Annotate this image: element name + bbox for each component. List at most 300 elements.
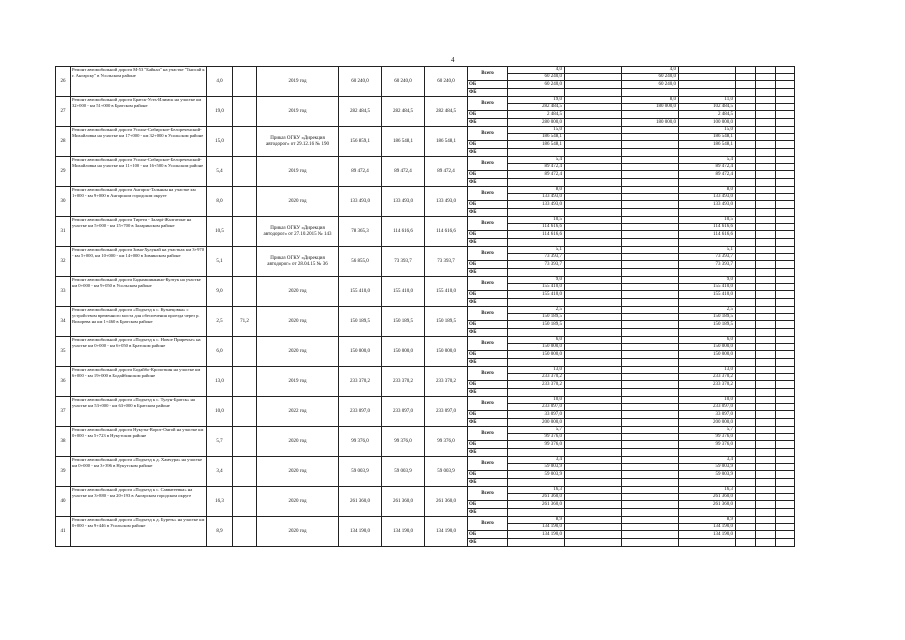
total-by-year [565,404,622,411]
row-number: 27 [56,97,71,127]
length-by-year: 10,5 [508,217,565,224]
length-by-year: 16,3 [679,487,736,494]
regional-budget: 186 548,1 [508,141,565,149]
federal-budget [565,449,622,457]
row-number: 37 [56,397,71,427]
extra-cell [776,404,795,411]
fund-label-total: Всего [468,157,508,171]
extra-cell [776,149,795,157]
estimated-cost: 60 240,0 [339,67,382,97]
length-by-year [622,397,679,404]
row-number: 32 [56,247,71,277]
extra-cell [776,487,795,494]
extra-cell [776,517,795,524]
length-by-year [565,367,622,374]
regional-budget: 60 240,0 [622,81,679,89]
extra-cell [776,104,795,111]
total-by-year [565,224,622,231]
fund-label-total: Всего [468,397,508,411]
extra-cell [736,314,756,321]
table-row [56,487,795,494]
total-by-year: 233 097,0 [508,404,565,411]
road-name: Ремонт автомобильной дороги «Подъезд к д. Буреть» на участке км 0+000 - км 9+446 в Усольском районе [71,517,207,547]
extra-cell [756,291,776,299]
regional-budget [565,531,622,539]
regional-budget [565,141,622,149]
total-by-year [565,524,622,531]
regional-budget: 114 616,6 [679,231,736,239]
federal-budget [679,149,736,157]
bridge-length [233,127,257,157]
extra-cell [756,284,776,291]
row-number: 40 [56,487,71,517]
row-number: 36 [56,367,71,397]
total-by-year: 186 548,1 [679,134,736,141]
total-by-year [622,164,679,171]
extra-cell [736,149,756,157]
extra-cell [776,441,795,449]
row-number: 31 [56,217,71,247]
extra-cell [776,397,795,404]
federal-budget [565,239,622,247]
extra-cell [776,329,795,337]
extra-cell [736,381,756,389]
total-cost: 99 376,0 [382,427,425,457]
extra-cell [776,479,795,487]
extra-cell [756,111,776,119]
extra-cell [756,239,776,247]
road-name: Ремонт автомобильной дороги Бадымшинкино-Култук на участке км 0+000 - км 9+050 в Усольском районе [71,277,207,307]
estimated-cost: 78 365,3 [339,217,382,247]
extra-cell [776,247,795,254]
regional-budget: 150 000,0 [508,351,565,359]
regional-budget: 155 410,0 [508,291,565,299]
length-by-year [622,127,679,134]
extra-cell [776,337,795,344]
length-by-year [622,487,679,494]
extra-cell [736,479,756,487]
row-number: 34 [56,307,71,337]
extra-cell [756,471,776,479]
basis: 2019 год [257,97,339,127]
regional-budget [565,441,622,449]
extra-cell [756,381,776,389]
extra-cell [736,74,756,81]
extra-cell [736,441,756,449]
federal-budget [622,179,679,187]
total-by-year [565,194,622,201]
length-by-year [565,517,622,524]
total-by-year: 150 189,5 [508,314,565,321]
total-by-year: 134 190,0 [679,524,736,531]
extra-cell [776,471,795,479]
extra-cell [776,374,795,381]
total-by-year: 155 410,0 [508,284,565,291]
extra-cell [736,164,756,171]
extra-cell [756,411,776,419]
total-by-year: 155 410,0 [679,284,736,291]
length-by-year [622,307,679,314]
federal-budget [679,179,736,187]
extra-cell [736,389,756,397]
fund-label-total: Всего [468,127,508,141]
extra-cell [776,74,795,81]
total-by-year: 282 484,5 [508,104,565,111]
federal-budget [622,389,679,397]
total-by-year [622,254,679,261]
regional-budget [622,381,679,389]
length-by-year: 6,0 [508,337,565,344]
bridge-length [233,277,257,307]
length-km: 15,0 [207,127,233,157]
remaining-cost: 233 097,0 [425,397,468,427]
length-by-year: 5,7 [508,427,565,434]
regional-budget: 59 003,9 [508,471,565,479]
fund-label-total: Всего [468,487,508,501]
fund-label-total: Всего [468,247,508,261]
bridge-length [233,487,257,517]
length-by-year [565,217,622,224]
regional-budget: 2 484,5 [679,111,736,119]
extra-cell [736,134,756,141]
total-cost: 150 000,0 [382,337,425,367]
fund-label-federal: ФБ [468,389,508,397]
extra-cell [756,171,776,179]
extra-cell [776,179,795,187]
length-by-year [565,127,622,134]
total-by-year [622,314,679,321]
federal-budget [508,269,565,277]
length-by-year: 13,0 [679,367,736,374]
extra-cell [756,187,776,194]
basis: 2020 год [257,187,339,217]
total-by-year: 89 472,4 [508,164,565,171]
federal-budget [508,239,565,247]
federal-budget [679,89,736,97]
fund-label-regional: ОБ [468,411,508,419]
estimated-cost: 155 410,0 [339,277,382,307]
fund-label-regional: ОБ [468,381,508,389]
federal-budget [508,449,565,457]
regional-budget [622,261,679,269]
regional-budget: 186 548,1 [679,141,736,149]
extra-cell [776,97,795,104]
extra-cell [736,119,756,127]
extra-cell [776,239,795,247]
fund-label-regional: ОБ [468,351,508,359]
extra-cell [736,344,756,351]
table-row [56,157,795,164]
total-by-year: 186 548,1 [508,134,565,141]
federal-budget [508,89,565,97]
length-by-year [622,247,679,254]
extra-cell [736,254,756,261]
fund-label-regional: ОБ [468,531,508,539]
remaining-cost: 114 616,6 [425,217,468,247]
length-km: 3,4 [207,457,233,487]
total-by-year [622,494,679,501]
extra-cell [776,321,795,329]
length-by-year [565,157,622,164]
length-by-year [565,397,622,404]
basis: 2020 год [257,307,339,337]
total-by-year [622,464,679,471]
extra-cell [756,517,776,524]
length-by-year: 8,9 [508,517,565,524]
fund-label-federal: ФБ [468,209,508,217]
extra-cell [776,119,795,127]
regional-budget [622,201,679,209]
federal-budget [508,149,565,157]
regional-budget [565,201,622,209]
length-km: 5,7 [207,427,233,457]
extra-cell [776,539,795,547]
total-by-year [565,74,622,81]
regional-budget [622,321,679,329]
table-row [56,67,795,74]
regional-budget [565,171,622,179]
regional-budget: 150 189,5 [679,321,736,329]
extra-cell [756,419,776,427]
extra-cell [736,509,756,517]
length-by-year: 9,0 [508,277,565,284]
extra-cell [756,67,776,74]
federal-budget [565,389,622,397]
extra-cell [776,531,795,539]
length-by-year: 4,0 [622,67,679,74]
regional-budget: 33 097,0 [508,411,565,419]
federal-budget [565,419,622,427]
extra-cell [756,314,776,321]
length-by-year [622,457,679,464]
total-cost: 186 548,1 [382,127,425,157]
federal-budget [622,149,679,157]
extra-cell [776,67,795,74]
extra-cell [776,217,795,224]
extra-cell [756,261,776,269]
extra-cell [776,134,795,141]
total-cost: 73 393,7 [382,247,425,277]
extra-cell [756,119,776,127]
extra-cell [776,367,795,374]
federal-budget [679,359,736,367]
basis: 2019 год [257,367,339,397]
bridge-length [233,157,257,187]
extra-cell [776,381,795,389]
total-by-year: 133 493,0 [679,194,736,201]
federal-budget [565,179,622,187]
total-by-year: 60 240,0 [508,74,565,81]
total-by-year: 150 189,5 [679,314,736,321]
extra-cell [736,209,756,217]
bridge-length: 71,2 [233,307,257,337]
fund-label-federal: ФБ [468,299,508,307]
estimated-cost: 56 855,0 [339,247,382,277]
federal-budget [622,539,679,547]
fund-label-regional: ОБ [468,291,508,299]
extra-cell [756,351,776,359]
fund-label-total: Всего [468,457,508,471]
regional-budget: 134 190,0 [679,531,736,539]
extra-cell [776,524,795,531]
regional-budget [622,291,679,299]
federal-budget [565,299,622,307]
extra-cell [756,359,776,367]
length-by-year: 10,0 [508,397,565,404]
federal-budget [565,359,622,367]
basis: Приказ ОГКУ «Дирекция автодорог» от 27.10.2015 № 143 [257,217,339,247]
length-km: 5,1 [207,247,233,277]
regional-budget: 150 189,5 [508,321,565,329]
extra-cell [736,427,756,434]
length-by-year [622,217,679,224]
federal-budget [679,479,736,487]
extra-cell [756,134,776,141]
regional-budget [565,471,622,479]
federal-budget: 200 000,0 [508,419,565,427]
row-number: 26 [56,67,71,97]
extra-cell [736,517,756,524]
federal-budget [622,239,679,247]
remaining-cost: 150 000,0 [425,337,468,367]
length-by-year: 9,0 [679,277,736,284]
extra-cell [776,427,795,434]
length-by-year: 5,1 [508,247,565,254]
regional-budget [622,531,679,539]
federal-budget [508,329,565,337]
remaining-cost: 233 370,2 [425,367,468,397]
total-by-year: 261 360,0 [679,494,736,501]
length-by-year [565,457,622,464]
extra-cell [756,509,776,517]
fund-label-regional: ОБ [468,201,508,209]
remaining-cost: 150 189,5 [425,307,468,337]
length-by-year [622,367,679,374]
estimated-cost: 233 370,2 [339,367,382,397]
length-by-year [622,337,679,344]
regional-budget: 233 370,2 [679,381,736,389]
extra-cell [736,231,756,239]
regional-budget: 134 190,0 [508,531,565,539]
extra-cell [736,329,756,337]
regional-budget: 59 003,9 [679,471,736,479]
extra-cell [736,111,756,119]
remaining-cost: 155 410,0 [425,277,468,307]
row-number: 33 [56,277,71,307]
extra-cell [736,539,756,547]
length-by-year [679,67,736,74]
total-cost: 114 616,6 [382,217,425,247]
fund-label-regional: ОБ [468,171,508,179]
bridge-length [233,67,257,97]
extra-cell [756,397,776,404]
total-by-year: 73 393,7 [679,254,736,261]
extra-cell [756,224,776,231]
total-by-year [565,464,622,471]
remaining-cost: 59 003,9 [425,457,468,487]
fund-label-regional: ОБ [468,261,508,269]
extra-cell [776,314,795,321]
length-by-year [565,277,622,284]
extra-cell [736,404,756,411]
fund-label-federal: ФБ [468,329,508,337]
total-cost: 60 240,0 [382,67,425,97]
fund-label-total: Всего [468,367,508,381]
estimated-cost: 89 472,4 [339,157,382,187]
total-cost: 133 493,0 [382,187,425,217]
table-row [56,427,795,434]
extra-cell [736,419,756,427]
road-name: Ремонт автомобильной дороги Усолье-Сибирское-Белореченский-Михайловка на участке км 11+100 - км 16+500 в Усольском районе [71,157,207,187]
extra-cell [756,74,776,81]
total-cost: 59 003,9 [382,457,425,487]
regional-budget: 155 410,0 [679,291,736,299]
extra-cell [756,81,776,89]
federal-budget: 280 000,0 [508,119,565,127]
table-row [56,307,795,314]
extra-cell [776,359,795,367]
road-name: Ремонт автомобильной дороги Тирети - Заларі-Жалгатоне на участке км 5+000 - км 15+700 в Заларинском районе [71,217,207,247]
extra-cell [736,457,756,464]
extra-cell [736,374,756,381]
fund-label-federal: ФБ [468,359,508,367]
regional-budget: 233 370,2 [508,381,565,389]
fund-label-regional: ОБ [468,111,508,119]
length-by-year [565,307,622,314]
road-name: Ремонт автомобильной дороги «Подъезд к с. Кузнецовка» с устройством временного моста для обеспечения проезда через р. Вихорева на км 1+460 в Братском районе [71,307,207,337]
extra-cell [736,127,756,134]
total-by-year: 114 616,6 [508,224,565,231]
extra-cell [756,254,776,261]
total-cost: 155 410,0 [382,277,425,307]
bridge-length [233,97,257,127]
estimated-cost: 282 484,5 [339,97,382,127]
length-by-year: 5,4 [679,157,736,164]
table-row [56,367,795,374]
length-by-year: 6,0 [679,337,736,344]
extra-cell [756,269,776,277]
total-by-year [679,74,736,81]
bridge-length [233,517,257,547]
total-by-year: 89 472,4 [679,164,736,171]
road-name: Ремонт автомобильной дороги Братск-Усть-Илимск на участке км 32+000 - км 51+000 в Братском районе [71,97,207,127]
regional-budget: 60 240,0 [508,81,565,89]
road-name: Ремонт автомобильной дороги Усолье-Сибирское-Белореченский-Михайловка на участке км 17+000 - км 32+000 в Усольском районе [71,127,207,157]
extra-cell [736,501,756,509]
total-cost: 261 360,0 [382,487,425,517]
total-by-year [565,434,622,441]
extra-cell [756,104,776,111]
length-by-year [565,67,622,74]
extra-cell [756,127,776,134]
total-by-year: 180 000,0 [622,104,679,111]
length-by-year [565,337,622,344]
total-by-year [622,524,679,531]
basis: Приказ ОГКУ «Дирекция автодорог» от 28.04.15 № 36 [257,247,339,277]
extra-cell [736,397,756,404]
extra-cell [736,464,756,471]
extra-cell [776,111,795,119]
length-by-year: 10,0 [679,397,736,404]
table-row [56,247,795,254]
estimated-cost: 150 189,5 [339,307,382,337]
table-row [56,217,795,224]
length-km: 13,0 [207,367,233,397]
estimated-cost: 99 376,0 [339,427,382,457]
federal-budget [508,389,565,397]
basis: 2020 год [257,457,339,487]
extra-cell [776,261,795,269]
